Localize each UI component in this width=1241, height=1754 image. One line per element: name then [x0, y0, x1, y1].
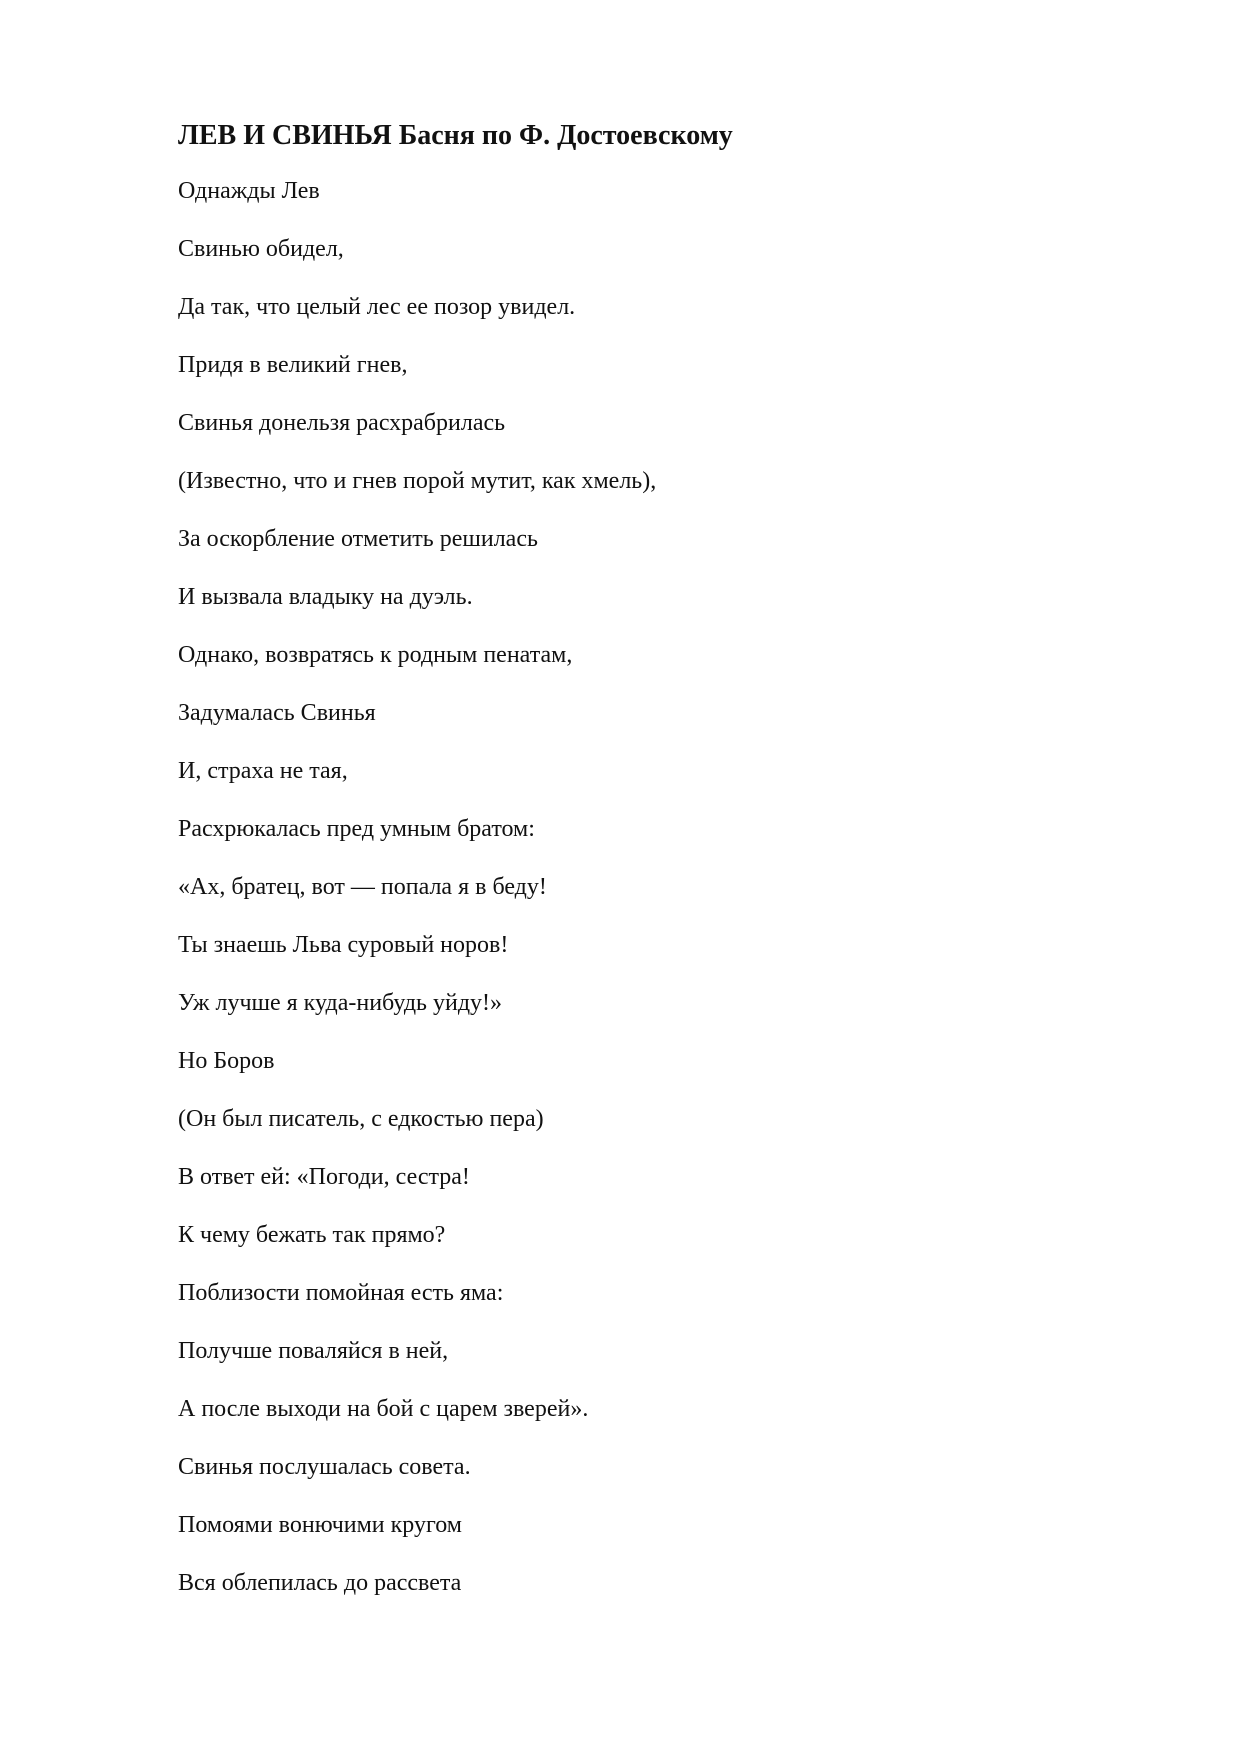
verse-line: Помоями вонючими кругом [178, 1512, 462, 1538]
verse-line: Вся облепилась до рассвета [178, 1570, 462, 1596]
verse-line: Свинью обидел, [178, 236, 344, 262]
document-body [178, 116, 1138, 1596]
verse-line: Ты знаешь Льва суровый норов! [178, 932, 509, 958]
verse-line: Расхрюкалась пред умным братом: [178, 816, 535, 842]
verse-line: «Ах, братец, вот — попала я в беду! [178, 874, 547, 900]
verse-line: К чему бежать так прямо? [178, 1222, 446, 1248]
verse-line: Задумалась Свинья [178, 700, 376, 726]
verse-line: А после выходи на бой с царем зверей». [178, 1396, 589, 1422]
verse-line: Поблизости помойная есть яма: [178, 1280, 504, 1306]
verse-line: За оскорбление отметить решилась [178, 526, 538, 552]
verse-line: Свинья послушалась совета. [178, 1454, 471, 1480]
poem-verse [178, 174, 656, 1624]
verse-line: Да так, что целый лес ее позор увидел. [178, 294, 576, 320]
verse-line: Придя в великий гнев, [178, 352, 408, 378]
verse-line: Свинья донельзя расхрабрилась [178, 410, 506, 436]
verse-line: В ответ ей: «Погоди, сестра! [178, 1164, 470, 1190]
verse-line: Уж лучше я куда-нибудь уйду!» [178, 990, 503, 1016]
verse-line: Однако, возвратясь к родным пенатам, [178, 642, 573, 668]
verse-line: Получше поваляйся в ней, [178, 1338, 449, 1364]
verse-line: И вызвала владыку на дуэль. [178, 584, 473, 610]
verse-line: Но Боров [178, 1048, 275, 1074]
verse-line: (Известно, что и гнев порой мутит, как хмель), [178, 468, 657, 494]
verse-line: И, страха не тая, [178, 758, 348, 784]
verse-line: (Он был писатель, с едкостью пера) [178, 1106, 544, 1132]
verse-line: Однажды Лев [178, 178, 320, 204]
document-title: ЛЕВ И СВИНЬЯ Басня по Ф. Достоевскому [178, 120, 733, 151]
